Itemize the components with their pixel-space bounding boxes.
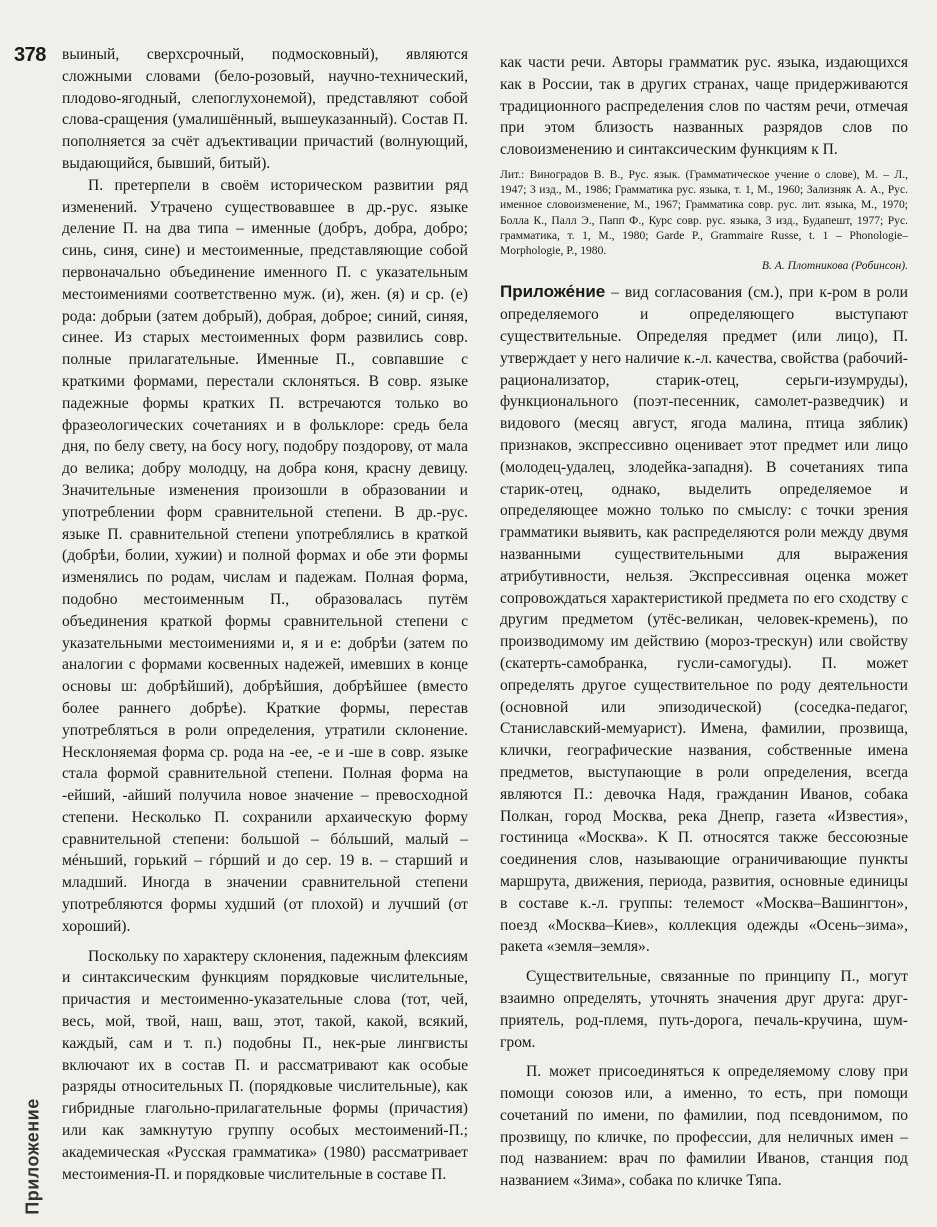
paragraph: как части речи. Авторы грамматик рус. языка, издающихся как в России, так в других странах, чаще придерживаются традиционного распределения слов по частям речи, отмечая при этом близость названных разрядов слов по словоизменению и синтаксическим функциям к П. <box>500 54 908 159</box>
article-author: В. А. Плотникова (Робинсон). <box>761 259 908 273</box>
literature-references <box>500 167 908 273</box>
right-column <box>500 52 908 1192</box>
entry-paragraph <box>500 281 908 958</box>
left-column <box>62 44 468 1185</box>
page-number: 378 <box>14 44 46 66</box>
paragraph: Существительные, связанные по принципу П., могут взаимно определять, уточнять значения друг друга: друг-приятель, род-племя, путь-дорога, печаль-кручина, шум-гром. <box>500 968 908 1051</box>
running-head <box>11 1098 43 1215</box>
running-head-text: Приложение <box>22 1098 43 1215</box>
paragraph: выиный, сверхсрочный, подмосковный), являются сложными словами (бело-розовый, научно-технический, плодово-ягодный, слепоглухонемой), представляют собой слова-сращения (умалишённый, вышеуказанный). Состав П. пополняется за счёт адъективации причастий (волнующий, выдающийся, бывший, битый). <box>62 46 468 172</box>
paragraph: П. претерпели в своём историческом развитии ряд изменений. Утрачено существовавшее в др.-рус. языке деление П. на два типа – именные (добръ, добра, добро; синь, синя, сине) и местоименные, представляющие собой первоначально объединение именного П. с указательным местоимениями соответственно муж. (и), жен. (я) и ср. (е) рода: добрыи (затем добрый), добрая, доброе; синий, синяя, синее. Из старых местоименных форм развились совр. полные прилагательные. Именные П., совпавшие с краткими формами, перестали склоняться. В совр. языке падежные формы кратких П. встречаются только во фразеологических сочетаниях и в фольклоре: средь бела дня, по белу свету, на босу ногу, подобру поздорову, от мала до велика; добру молодцу, на добра коня, красну девицу. Значительные изменения произошли в образовании и употреблении форм сравнительной степени. В др.-рус. языке П. сравнительной степени употреблялись в краткой (добрѣи, болии, хужии) и полной формах и обе эти формы изменялись по родам, числам и падежам. Полная форма, подобно местоименным П., образовалась путём объединения краткой формы сравнительной степени с указательными местоимениями и, я и е: добрѣи (затем по аналогии с формами косвенных надежей, имевших в конце основы ш: добрѣйший), добрѣйшия, добрѣйшее (вместо более раннего добрѣе). Краткие формы, перестав употребляться в роли определения, утратили склонение. Несклоняемая форма ср. рода на -ее, -е и -ше в совр. языке стала формой сравнительной степени. Полная форма на -ейший, -айший получила новое значение – превосходной степени. Несколько П. сохранили архаическую форму сравнительной степени: большой – бóльший, малый – мéньший, горький – гóрший и до сер. 19 в. – старший и младший. Иногда в значении сравнительной степени употребляются формы худший (от плохой) и лучший (от хороший). <box>62 176 468 935</box>
paragraph: П. может присоединяться к определяемому слову при помощи союзов или, а именно, то есть, при помощи сочетаний по имени, по фамилии, под псевдонимом, по прозвищу, по кличке, по профессии, для неличных имен – под названием: врач по фамилии Иванов, станция под названием «Зима», собака по кличке Тяпа. <box>500 1063 908 1190</box>
entry-definition: – вид согласования (см.), при к-ром в роли определяемого и определяющего выступают существительные. Определяя предмет (или лицо), П. утверждает у него наличие к.-л. качества, свойства (рабочий-рационализатор, старик-отец, серьги-изумруды), функционального (поэт-песенник, самолет-разведчик) и видового (месяц август, ягода малина, птица зяблик) признаков, экспрессивно оценивает этот предмет или лицо (молодец-удалец, злодейка-западня). В сочетаниях типа старик-отец, однако, выделить определяемое и определяющее можно только по смыслу: с точки зрения грамматики выявить, как распределяются роли между двумя названными существительными для выражения атрибутивности, нельзя. Экспрессивная оценка может сопровождаться характеристикой предмета по его сходству с другим предметом (утёс-великан, человек-кремень), по производимому им действию (мороз-трескун) или свойству (скатерть-самобранка, гусли-самогуды). П. может определять другое существительное по роду деятельности (основной или эпизодической) (соседка-педагог, Станиславский-мемуарист). Имена, фамилии, прозвища, клички, географические названия, собственные имена предметов, выступающие в роли определения, всегда являются П.: девочка Надя, гражданин Иванов, собака Полкан, город Москва, река Днепр, газета «Известия», гостиница «Москва». К П. относятся также бессоюзные соединения слов, называющие ограничивающие пункты маршрута, движения, периода, развития, основные единицы в составе к.-л. группы: телемост «Москва–Вашингтон», поезд «Москва–Киев», коллекция одежды «Осень–зима», ракета «земля–земля». <box>500 284 908 956</box>
entry-headword: Приложе́ние <box>500 282 606 302</box>
paragraph: Поскольку по характеру склонения, падежным флексиям и синтаксическим функциям порядковые числительные, причастия и местоименно-указательные слова (тот, чей, весь, мой, твой, наш, ваш, этот, такой, какой, всякий, каждый, сам и т. п.) подобны П., нек-рые лингвисты включают их в состав П. и рассматривают как особые разряды относительных П. (порядковые числительные), как гибридные глагольно-прилагательные формы (причастия) или как замкнутую группу особых местоимений-П.; академическая «Русская грамматика» (1980) рассматривает местоимения-П. и порядковые числительные в составе П. <box>62 947 468 1183</box>
literature-text: Лит.: Виноградов В. В., Рус. язык. (Грамматическое учение о слове), М. – Л., 1947; 3 изд., М., 1986; Грамматика рус. языка, т. 1, М., 1960; Зализняк А. А., Рус. именное словоизменение, М., 1967; Грамматика совр. рус. лит. языка, М., 1970; Болла К., Палл Э., Папп Ф., Курс совр. рус. языка, 3 изд., Будапешт, 1977; Рус. грамматика, т. 1, М., 1980; Garde P., Grammaire Russe, t. 1 – Phonologie–Morphologie, P., 1980. <box>500 167 908 257</box>
